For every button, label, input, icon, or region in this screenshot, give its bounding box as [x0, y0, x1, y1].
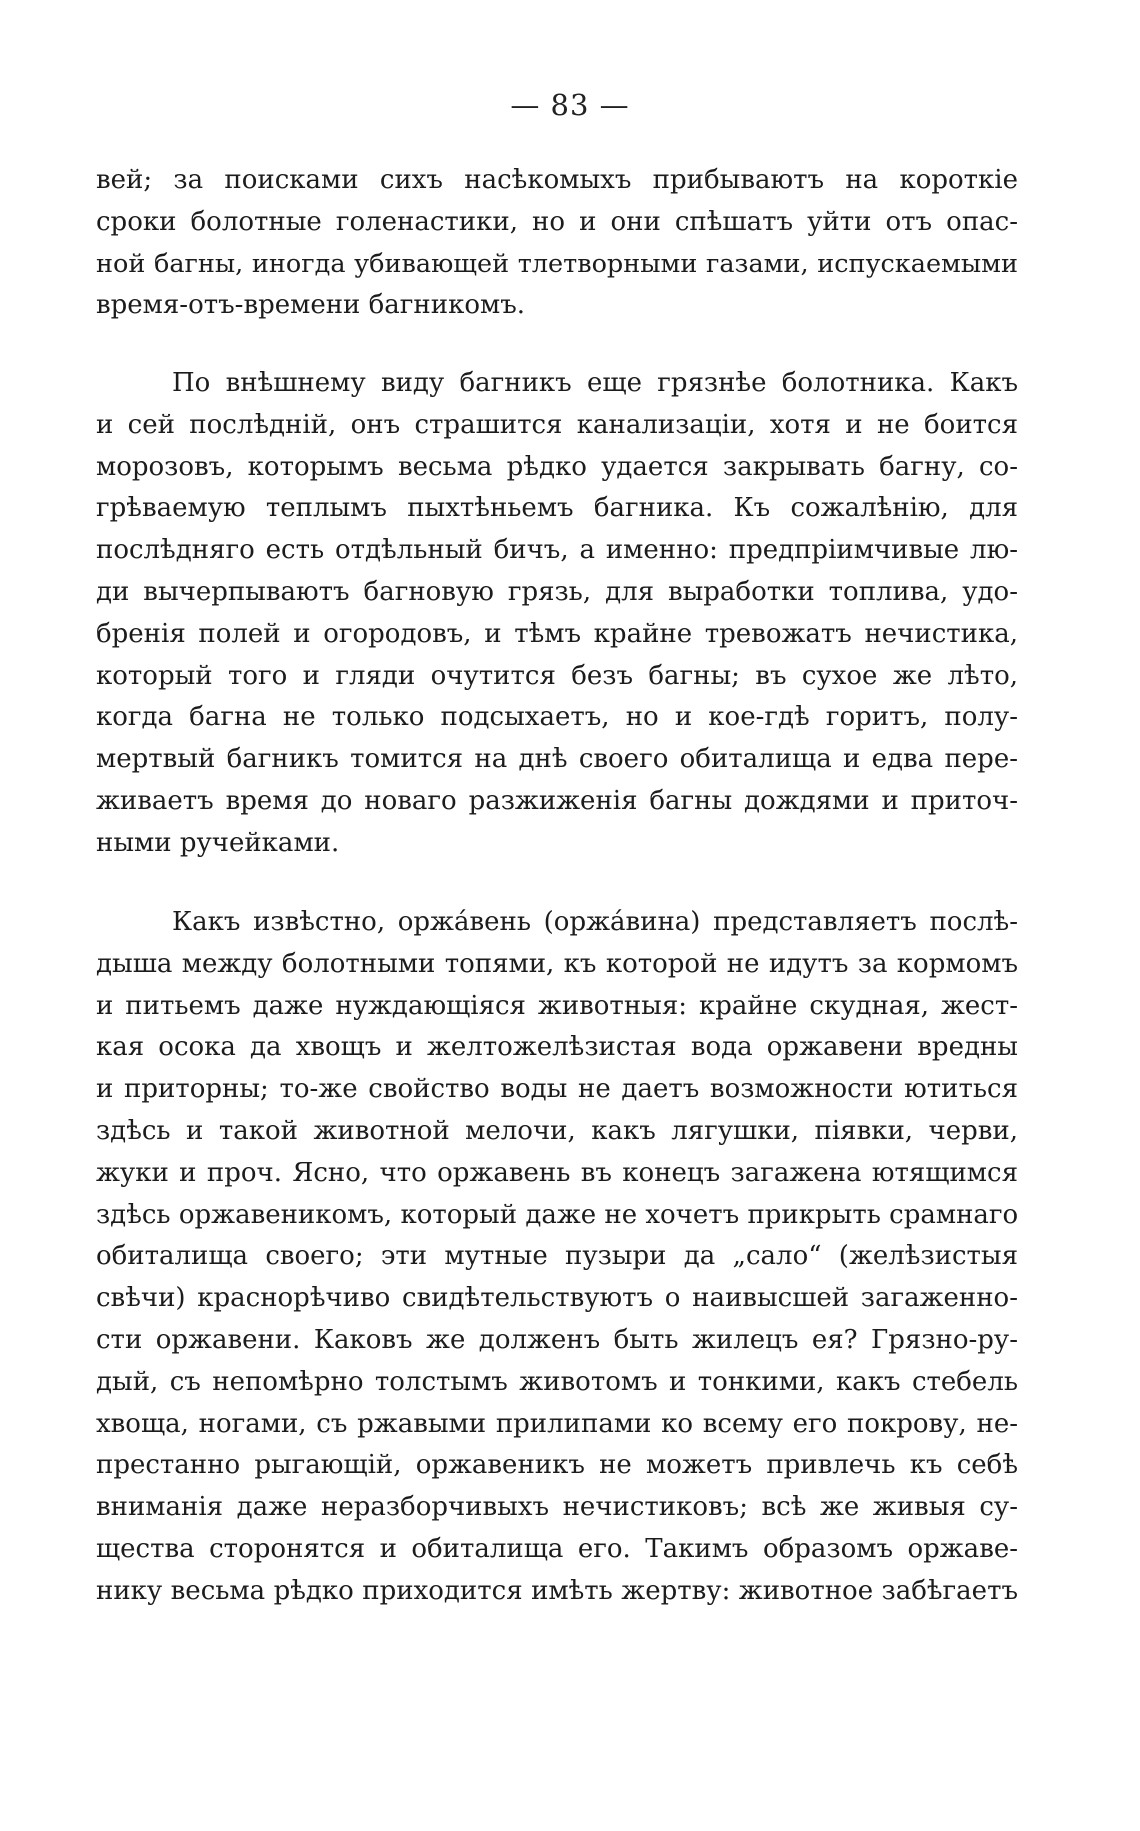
text-line: и приторны; то-же свойство воды не даетъ возможности ютиться	[96, 1074, 1018, 1105]
text-line: морозовъ, которымъ весьма рѣдко удается закрывать багну, со-	[96, 451, 1018, 482]
page-number: — 83 —	[510, 88, 630, 122]
text-line: нику весьма рѣдко приходится имѣть жертву: животное забѣгаетъ	[96, 1575, 1018, 1606]
text-line: здѣсь и такой животной мелочи, какъ лягушки, піявки, черви,	[96, 1115, 1018, 1146]
text-line: мертвый багникъ томится на днѣ своего обиталища и едва пере-	[96, 744, 1018, 775]
text-line: Какъ извѣстно, оржа́вень (оржа́вина) представляетъ послѣ-	[172, 907, 1018, 937]
text-line: который того и гляди очутится безъ багны; въ сухое же лѣто,	[96, 660, 1018, 691]
text-line: хвоща, ногами, съ ржавыми прилипами ко всему его покрову, не-	[96, 1408, 1018, 1439]
text-line: свѣчи) краснорѣчиво свидѣтельствуютъ о наивысшей загаженно-	[96, 1283, 1018, 1314]
text-line: сроки болотные голенастики, но и они спѣшатъ уйти отъ опас-	[96, 206, 1018, 237]
text-line: бренія полей и огородовъ, и тѣмъ крайне тревожатъ нечистика,	[96, 618, 1018, 649]
text-line: вниманія даже неразборчивыхъ нечистиковъ; всѣ же живыя су-	[96, 1492, 1018, 1523]
text-line: время-отъ-времени багникомъ.	[96, 290, 526, 321]
text-line: ной багны, иногда убивающей тлетворными газами, испускаемыми	[96, 248, 1018, 279]
paragraph-2	[96, 363, 1018, 865]
paragraph-1	[96, 160, 1018, 327]
text-line: сти оржавени. Каковъ же долженъ быть жилецъ ея? Грязно-ру-	[96, 1324, 1018, 1355]
text-line: щества сторонятся и обиталища его. Такимъ образомъ оржаве-	[96, 1533, 1018, 1564]
text-line: ди вычерпываютъ багновую грязь, для выработки топлива, удо-	[96, 576, 1018, 607]
text-line: кая осока да хвощъ и желтожелѣзистая вода оржавени вредны	[96, 1032, 1018, 1063]
text-line: ными ручейками.	[96, 827, 340, 858]
text-line: здѣсь оржавеникомъ, который даже не хочетъ прикрыть срамнаго	[96, 1199, 1019, 1230]
paragraph-3	[96, 902, 1018, 1613]
text-line: престанно рыгающій, оржавеникъ не можетъ привлечь къ себѣ	[96, 1450, 1018, 1481]
text-line: и сей послѣдній, онъ страшится канализаціи, хотя и не боится	[96, 409, 1018, 440]
text-line: живаетъ время до новаго разжиженія багны дождями и приточ-	[96, 785, 1018, 816]
text-line: жуки и проч. Ясно, что оржавень въ конецъ загажена ютящимся	[96, 1157, 1018, 1188]
text-line: вей; за поисками сихъ насѣкомыхъ прибываютъ на короткіе	[96, 165, 1018, 195]
text-line: дый, съ непомѣрно толстымъ животомъ и тонкими, какъ стебель	[96, 1366, 1018, 1397]
text-line: обиталища своего; эти мутные пузыри да „сало“ (желѣзистыя	[96, 1241, 1018, 1272]
text-line: грѣваемую теплымъ пыхтѣньемъ багника. Къ сожалѣнію, для	[96, 493, 1018, 524]
text-line: По внѣшнему виду багникъ еще грязнѣе болотника. Какъ	[172, 368, 1018, 398]
text-line: когда багна не только подсыхаетъ, но и кое-гдѣ горитъ, полу-	[96, 702, 1018, 733]
text-line: дыша между болотными топями, къ которой не идутъ за кормомъ	[96, 948, 1018, 979]
text-line: послѣдняго есть отдѣльный бичъ, а именно: предпріимчивые лю-	[96, 535, 1018, 566]
text-line: и питьемъ даже нуждающіяся животныя: крайне скудная, жест-	[96, 990, 1018, 1021]
